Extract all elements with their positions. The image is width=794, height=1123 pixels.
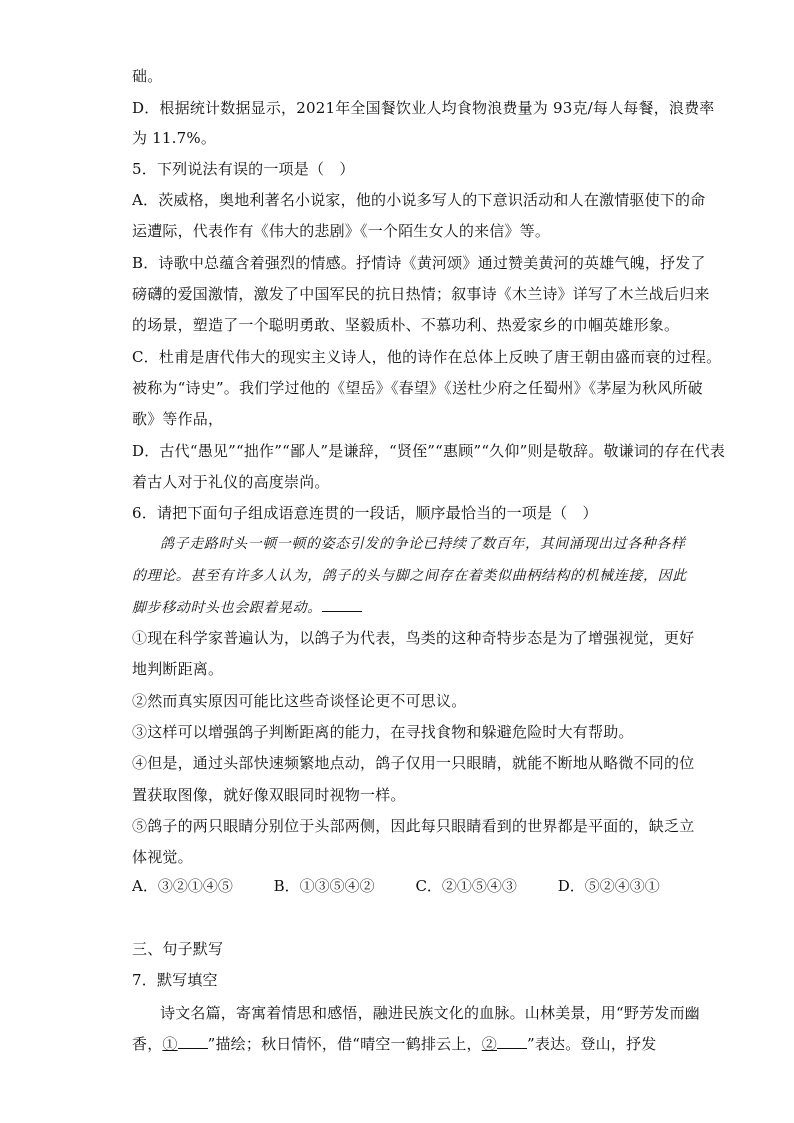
blank-number: ②	[481, 1035, 497, 1053]
text-line: 础。	[132, 67, 163, 85]
option-c-line: 被称为“诗史”。我们学过他的《望岳》《春望》《送杜少府之任蜀州》《茅屋为秋风所破	[132, 379, 703, 397]
option-c[interactable]: C．②①⑤④③	[415, 877, 517, 895]
fill-blank[interactable]	[178, 1034, 208, 1049]
sentence-4: 置获取图像，就好像双眼同时视物一样。	[132, 786, 406, 804]
sentence-3: ③这样可以增强鸽子判断距离的能力，在寻找食物和躲避危险时大有帮助。	[132, 723, 634, 741]
question-6: 6．请把下面句子组成语意连贯的一段话，顺序最恰当的一项是（ ）	[132, 504, 598, 522]
text-line: 为 11.7%。	[132, 129, 217, 147]
sentence-2: ②然而真实原因可能比这些奇谈怪论更不可思议。	[132, 692, 467, 710]
option-a-line: A．茨威格，奥地利著名小说家，他的小说多写人的下意识活动和人在激情驱使下的命	[132, 191, 706, 209]
option-d-line: 着古人对于礼仪的高度崇尚。	[132, 473, 330, 491]
passage-line: 鸽子走路时头一顿一顿的姿态引发的争论已持续了数百年，其间涌现出过各种各样	[160, 536, 686, 552]
option-c-line: 歌》等作品，	[132, 410, 224, 428]
fill-text: 香，	[132, 1035, 163, 1053]
passage-text: 脚步移动时头也会跟着晃动。	[132, 600, 322, 616]
passage-line: 的理论。甚至有许多人认为，鸽子的头与脚之间存在着类似曲柄结构的机械连接，因此	[132, 568, 687, 584]
option-a-line: 运遭际，代表作有《伟大的悲剧》《一个陌生女人的来信》等。	[132, 222, 551, 240]
question-5: 5．下列说法有误的一项是（ ）	[132, 160, 355, 178]
fill-passage: 诗文名篇，寄寓着情思和感悟，融进民族文化的血脉。山林美景，用“野芳发而幽	[160, 1004, 700, 1022]
sentence-5: ⑤鸽子的两只眼睛分别位于头部两侧，因此每只眼睛看到的世界都是平面的，缺乏立	[132, 817, 695, 835]
fill-text: ”描绘；秋日情怀，借“晴空一鹤排云上，	[207, 1035, 482, 1053]
option-b-line: 的场景，塑造了一个聪明勇敢、坚毅质朴、不慕功利、热爱家乡的巾帼英雄形象。	[132, 316, 680, 334]
sentence-5: 体视觉。	[132, 848, 193, 866]
option-b[interactable]: B．①③⑤④②	[273, 877, 375, 895]
answer-options	[132, 876, 696, 896]
passage-line	[132, 597, 362, 618]
option-d[interactable]: D．⑤②④③①	[557, 877, 660, 895]
sentence-1: 地判断距离。	[132, 660, 224, 678]
sentence-4: ④但是，通过头部快速频繁地点动，鸽子仅用一只眼睛，就能不断地从略微不同的位	[132, 754, 695, 772]
option-d-line: D．古代“愚见”“拙作”“鄙人”是谦辞，“贤侄”“惠顾”“久仰”则是敬辞。敬谦词的存在代表	[132, 442, 726, 460]
text-line: D．根据统计数据显示，2021年全国餐饮业人均食物浪费量为 93克/每人每餐，浪费率	[132, 99, 715, 117]
fill-passage	[132, 1034, 656, 1054]
option-c-line: C．杜甫是唐代伟大的现实主义诗人，他的诗作在总体上反映了唐王朝由盛而衰的过程。	[132, 348, 722, 366]
fill-blank[interactable]	[497, 1034, 527, 1049]
option-b-line: B．诗歌中总蕴含着强烈的情感。抒情诗《黄河颂》通过赞美黄河的英雄气魄，抒发了	[132, 254, 706, 272]
question-7: 7．默写填空	[132, 971, 218, 989]
fill-blank	[322, 597, 362, 612]
section-heading: 三、句子默写	[132, 940, 224, 958]
sentence-1: ①现在科学家普遍认为，以鸽子为代表，鸟类的这种奇特步态是为了增强视觉，更好	[132, 629, 695, 647]
option-b-line: 磅礴的爱国激情，激发了中国军民的抗日热情；叙事诗《木兰诗》详写了木兰战后归来	[132, 285, 710, 303]
option-a[interactable]: A．③②①④⑤	[132, 877, 233, 895]
fill-text: ”表达。登山，抒发	[526, 1035, 657, 1053]
blank-number: ①	[162, 1035, 178, 1053]
